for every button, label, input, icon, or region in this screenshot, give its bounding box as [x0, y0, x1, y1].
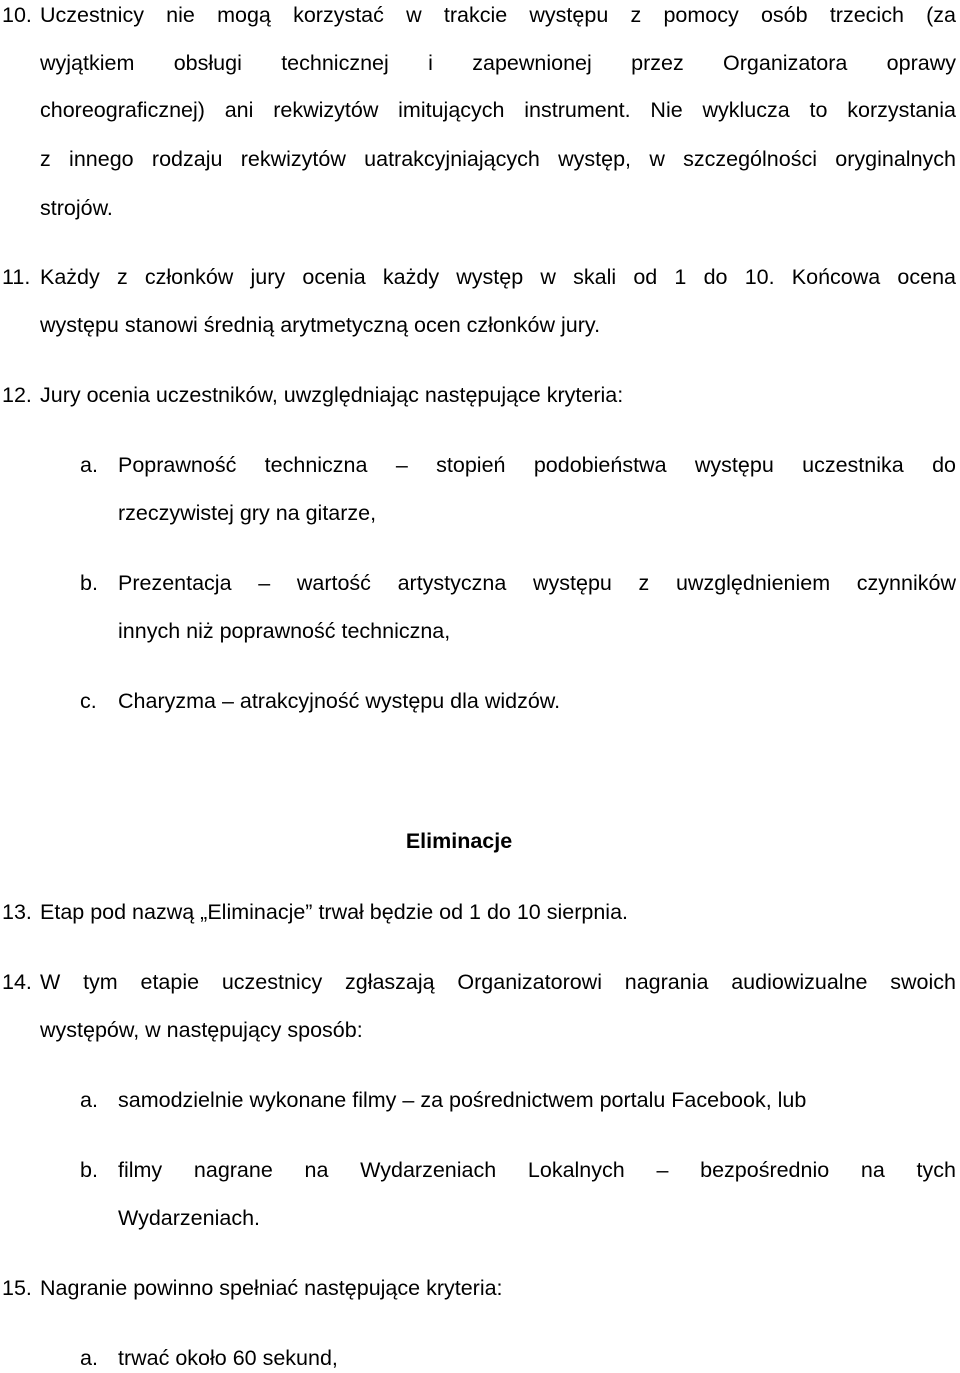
subitem-15a-line-1: trwać około 60 sekund,: [118, 1346, 338, 1370]
subitem-12a-line-2: rzeczywistej gry na gitarze,: [118, 501, 377, 525]
item-10-line-2: wyjątkiem obsługi technicznej i zapewnionej przez Organizatora oprawy: [40, 51, 956, 75]
item-12-line-1: Jury ocenia uczestników, uwzględniając następujące kryteria:: [40, 383, 624, 407]
subitem-letter: b.: [80, 1158, 98, 1182]
subitem-14b-line-2: Wydarzeniach.: [118, 1206, 261, 1230]
item-14-line-2: występów, w następujący sposób:: [40, 1018, 363, 1042]
item-13-line-1: Etap pod nazwą „Eliminacje” trwał będzie od 1 do 10 sierpnia.: [40, 900, 628, 924]
subitem-letter: a.: [80, 1346, 98, 1370]
subitem-letter: b.: [80, 571, 98, 595]
section-heading: Eliminacje: [405, 829, 513, 853]
item-11-line-1: Każdy z członków jury ocenia każdy występ w skali od 1 do 10. Końcowa ocena: [40, 265, 956, 289]
item-number: 15.: [2, 1276, 32, 1300]
item-10-line-1: Uczestnicy nie mogą korzystać w trakcie występu z pomocy osób trzecich (za: [40, 3, 956, 27]
item-11-line-2: występu stanowi średnią arytmetyczną ocen członków jury.: [40, 313, 601, 337]
item-number: 14.: [2, 970, 32, 994]
subitem-14a-line-1: samodzielnie wykonane filmy – za pośrednictwem portalu Facebook, lub: [118, 1088, 807, 1112]
item-number: 11.: [2, 265, 31, 289]
subitem-12a-line-1: Poprawność techniczna – stopień podobieństwa występu uczestnika do: [118, 453, 956, 477]
item-15-line-1: Nagranie powinno spełniać następujące kryteria:: [40, 1276, 503, 1300]
item-10-line-5: strojów.: [40, 196, 113, 220]
subitem-letter: a.: [80, 453, 98, 477]
subitem-12b-line-2: innych niż poprawność techniczna,: [118, 619, 451, 643]
item-number: 12.: [2, 383, 32, 407]
item-14-line-1: W tym etapie uczestnicy zgłaszają Organizatorowi nagrania audiowizualne swoich: [40, 970, 956, 994]
subitem-12c-line-1: Charyzma – atrakcyjność występu dla widzów.: [118, 689, 561, 713]
item-number: 13.: [2, 900, 32, 924]
item-number: 10.: [2, 3, 32, 27]
subitem-12b-line-1: Prezentacja – wartość artystyczna występu z uwzględnieniem czynników: [118, 571, 956, 595]
subitem-letter: c.: [80, 689, 97, 713]
item-10-line-3: choreograficznej) ani rekwizytów imitujących instrument. Nie wyklucza to korzystania: [40, 98, 956, 122]
subitem-letter: a.: [80, 1088, 98, 1112]
item-10-line-4: z innego rodzaju rekwizytów uatrakcyjniających występ, w szczególności oryginalnych: [40, 147, 956, 171]
subitem-14b-line-1: filmy nagrane na Wydarzeniach Lokalnych – bezpośrednio na tych: [118, 1158, 956, 1182]
